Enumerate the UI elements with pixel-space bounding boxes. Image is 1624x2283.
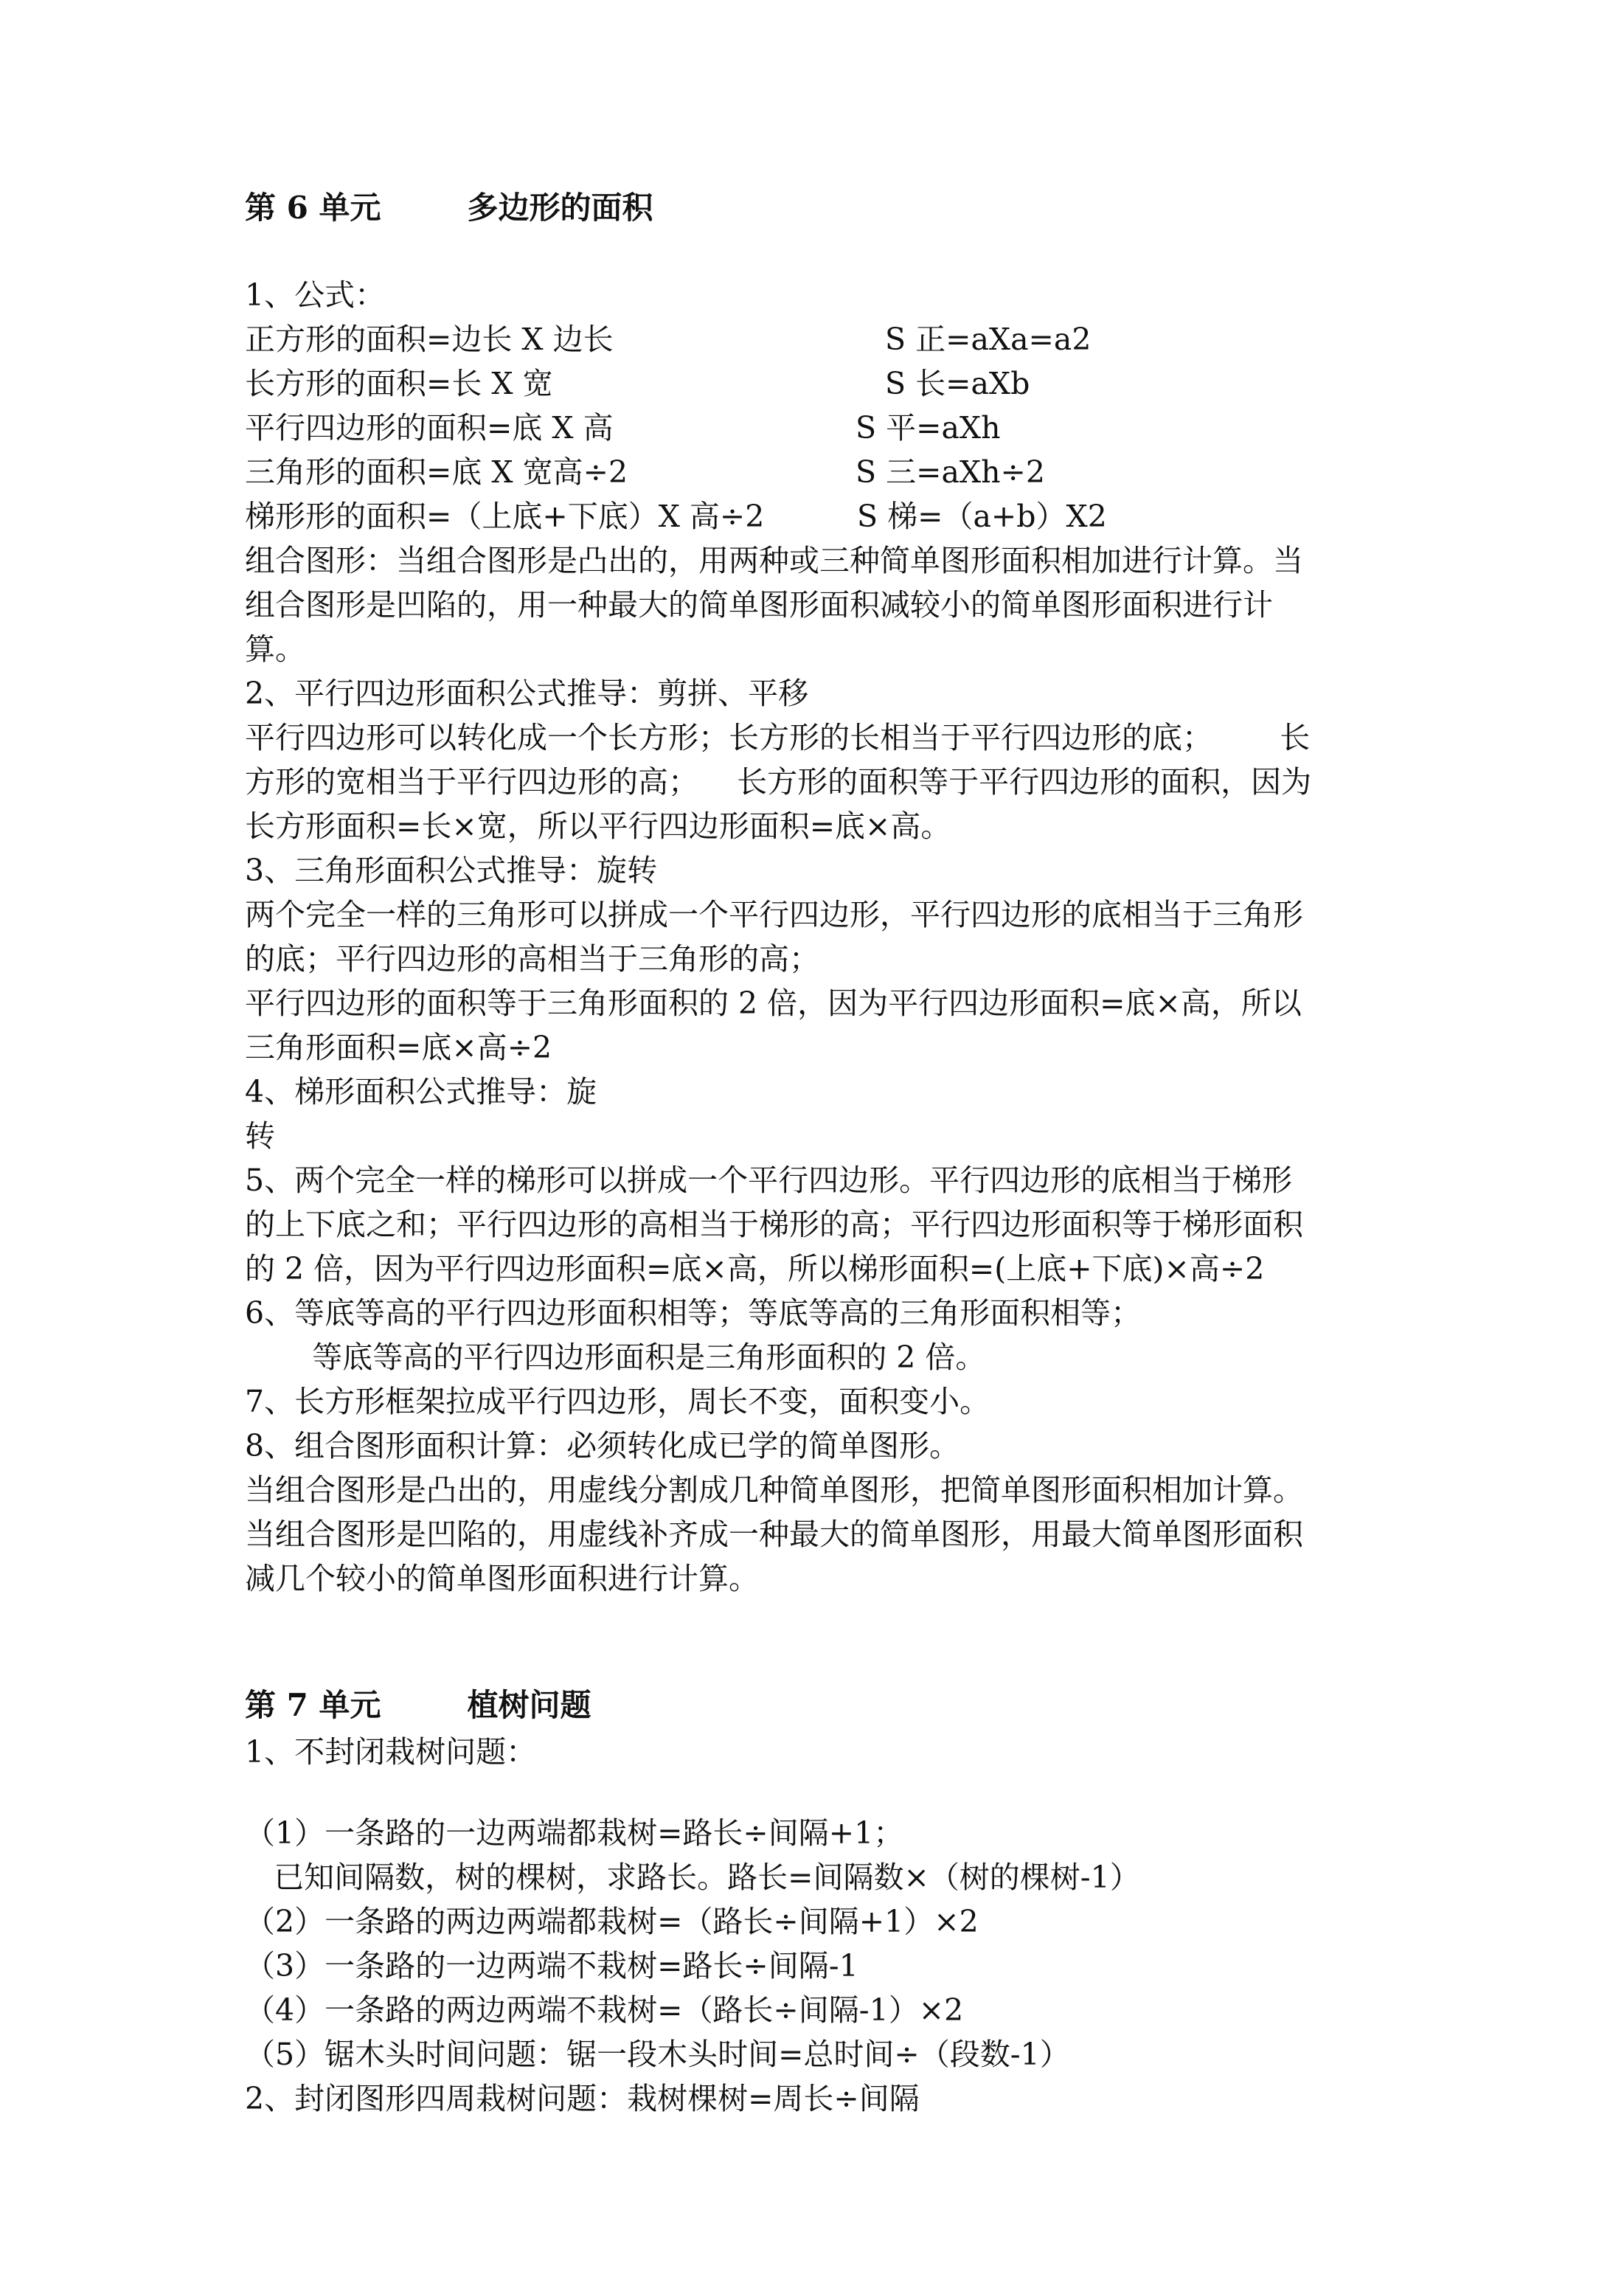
unit6-heading: 第 6 单元 多边形的面积 <box>245 190 653 226</box>
text-line: 转 <box>245 1118 275 1154</box>
section6-title: 6、等底等高的平行四边形面积相等；等底等高的三角形面积相等； <box>245 1295 1142 1331</box>
formula-trapezoid: 梯形形的面积=（上底+下底）X 高÷2 <box>245 499 765 534</box>
section8-title: 8、组合图形面积计算：必须转化成已学的简单图形。 <box>245 1428 960 1463</box>
formula-triangle: 三角形的面积=底 X 宽高÷2 <box>245 454 628 490</box>
formula-trapezoid-symbol: S 梯=（a+b）X2 <box>857 499 1107 534</box>
section3-title: 3、三角形面积公式推导：旋转 <box>245 853 658 888</box>
text-line: 的上下底之和；平行四边形的高相当于梯形的高；平行四边形面积等于梯形面积 <box>245 1207 1303 1242</box>
text-line: 方形的宽相当于平行四边形的高； 长方形的面积等于平行四边形的面积，因为 <box>245 764 1312 800</box>
text-line: 减几个较小的简单图形面积进行计算。 <box>245 1561 759 1596</box>
text-line: 长方形面积=长×宽，所以平行四边形面积=底×高。 <box>245 808 951 844</box>
text-line: 等底等高的平行四边形面积是三角形面积的 2 倍。 <box>245 1340 986 1375</box>
section1-title: 1、公式： <box>245 277 386 313</box>
formula-square: 正方形的面积=边长 X 边长 <box>245 322 614 357</box>
section7-title: 7、长方形框架拉成平行四边形，周长不变，面积变小。 <box>245 1384 990 1419</box>
section1-title: 1、不封闭栽树问题： <box>245 1734 537 1770</box>
formula-triangle-symbol: S 三=aXh÷2 <box>856 454 1045 490</box>
formula-parallelogram: 平行四边形的面积=底 X 高 <box>245 410 614 446</box>
text-line: （1）一条路的一边两端都栽树=路长÷间隔+1； <box>245 1815 904 1851</box>
text-line: 的底；平行四边形的高相当于三角形的高； <box>245 941 819 977</box>
formula-parallelogram-symbol: S 平=aXh <box>856 410 1001 446</box>
unit7-heading: 第 7 单元 植树问题 <box>245 1687 591 1723</box>
text-line: 当组合图形是凹陷的，用虚线补齐成一种最大的简单图形，用最大简单图形面积 <box>245 1517 1303 1552</box>
text-line: （4）一条路的两边两端不栽树=（路长÷间隔-1）×2 <box>245 1992 964 2028</box>
text-line: 组合图形：当组合图形是凸出的，用两种或三种简单图形面积相加进行计算。当 <box>245 543 1303 578</box>
section2-title: 2、平行四边形面积公式推导：剪拼、平移 <box>245 676 809 711</box>
text-line: （5）锯木头时间问题：锯一段木头时间=总时间÷（段数-1） <box>245 2037 1070 2072</box>
section2-title: 2、封闭图形四周栽树问题：栽树棵树=周长÷间隔 <box>245 2081 920 2116</box>
text-line: 当组合图形是凸出的，用虚线分割成几种简单图形，把简单图形面积相加计算。 <box>245 1472 1303 1508</box>
text-line: （3）一条路的一边两端不栽树=路长÷间隔-1 <box>245 1948 858 1984</box>
text-line: 组合图形是凹陷的，用一种最大的简单图形面积减较小的简单图形面积进行计 <box>245 587 1273 623</box>
section5-title: 5、两个完全一样的梯形可以拼成一个平行四边形。平行四边形的底相当于梯形 <box>245 1163 1293 1198</box>
text-line: 平行四边形可以转化成一个长方形；长方形的长相当于平行四边形的底； 长 <box>245 720 1311 755</box>
text-line: 的 2 倍，因为平行四边形面积=底×高，所以梯形面积=(上底+下底)×高÷2 <box>245 1251 1265 1286</box>
text-line: 平行四边形的面积等于三角形面积的 2 倍，因为平行四边形面积=底×高，所以 <box>245 985 1302 1021</box>
section4-title: 4、梯形面积公式推导：旋 <box>245 1074 597 1109</box>
text-line: 已知间隔数，树的棵树，求路长。路长=间隔数×（树的棵树-1） <box>245 1860 1140 1895</box>
formula-square-symbol: S 正=aXa=a2 <box>885 322 1092 357</box>
text-line: 两个完全一样的三角形可以拼成一个平行四边形，平行四边形的底相当于三角形 <box>245 897 1303 932</box>
text-line: 算。 <box>245 631 305 667</box>
formula-rectangle: 长方形的面积=长 X 宽 <box>245 366 553 401</box>
text-line: （2）一条路的两边两端都栽树=（路长÷间隔+1）×2 <box>245 1904 979 1939</box>
formula-rectangle-symbol: S 长=aXb <box>885 366 1030 401</box>
text-line: 三角形面积=底×高÷2 <box>245 1030 552 1065</box>
